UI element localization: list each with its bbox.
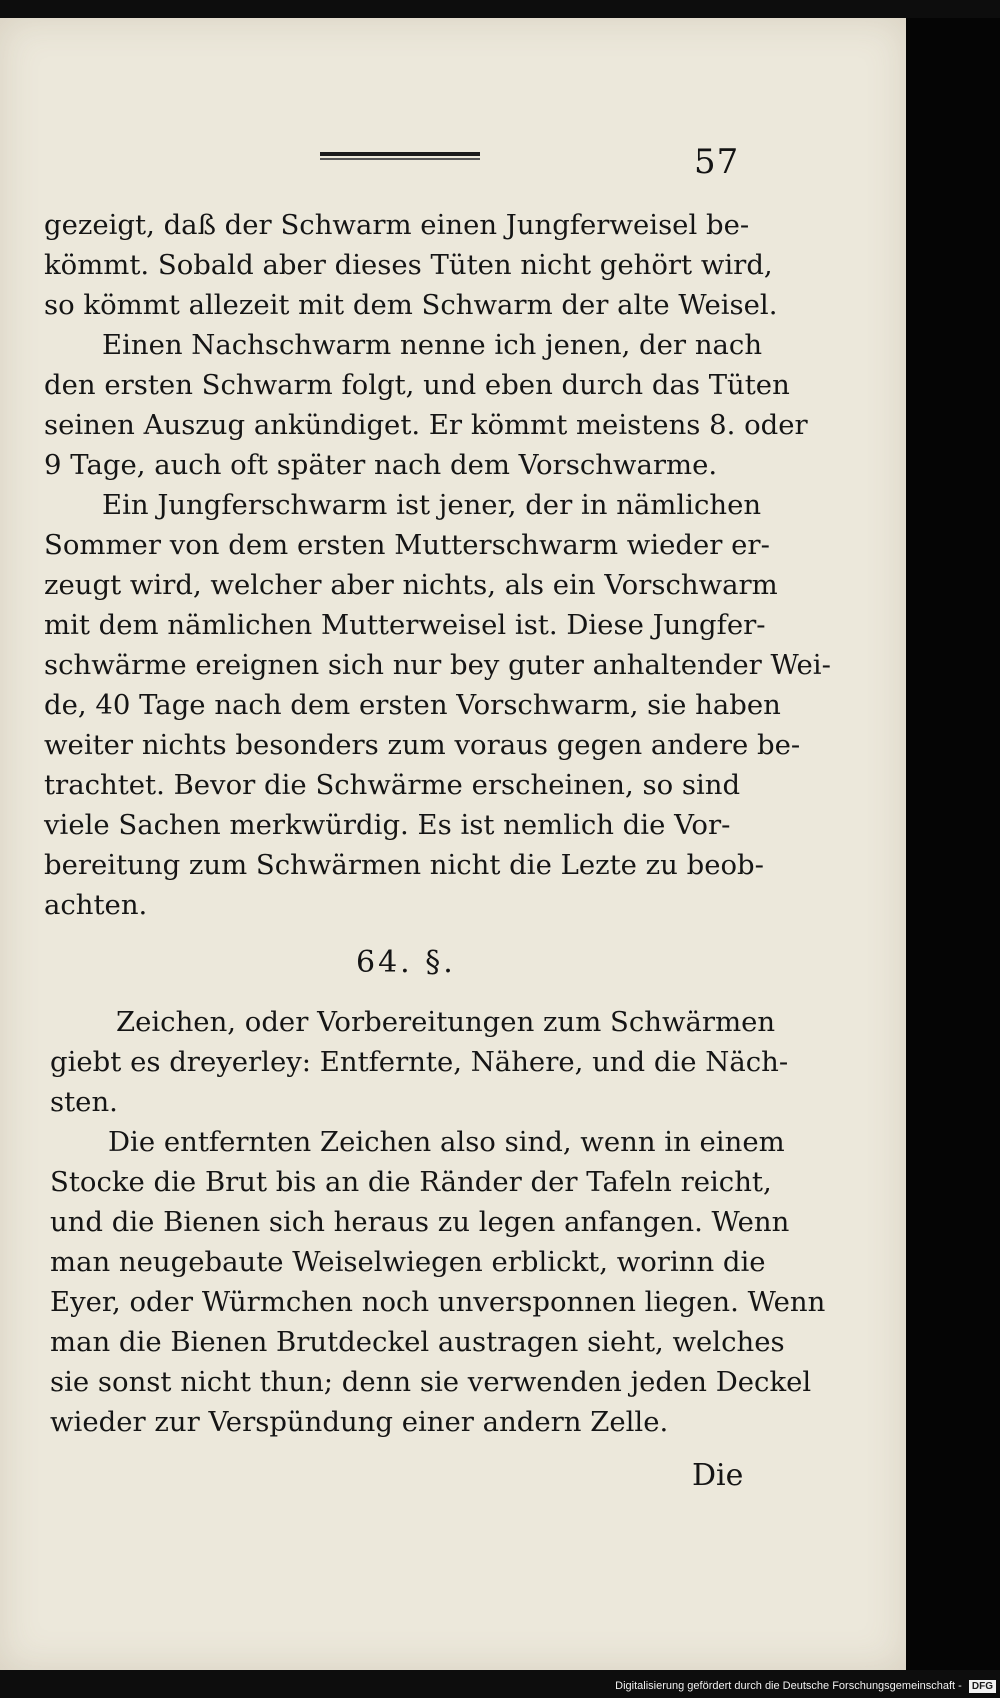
credit-text: Digitalisierung gefördert durch die Deutsche Forschungsgemeinschaft - [615, 1680, 962, 1692]
text-line: bereitung zum Schwärmen nicht die Lezte zu beob- [44, 849, 764, 881]
catchword: Die [692, 1458, 744, 1493]
text-line: viele Sachen merkwürdig. Es ist nemlich die Vor- [44, 809, 731, 841]
text-line: weiter nichts besonders zum voraus gegen andere be- [44, 729, 801, 761]
text-line: mit dem nämlichen Mutterweisel ist. Diese Jungfer- [44, 609, 766, 641]
text-line: kömmt. Sobald aber dieses Tüten nicht gehört wird, [44, 249, 773, 281]
text-line: de, 40 Tage nach dem ersten Vorschwarm, sie haben [44, 689, 781, 721]
text-line: Sommer von dem ersten Mutterschwarm wieder er- [44, 529, 770, 561]
text-line: den ersten Schwarm folgt, und eben durch das Tüten [44, 369, 790, 401]
paragraph-3 [44, 485, 831, 925]
paragraph-2 [44, 325, 808, 485]
paragraph-1 [44, 205, 778, 325]
digitization-credit [615, 1680, 996, 1693]
body-text-bottom [50, 1002, 826, 1442]
paragraph-4 [50, 1002, 789, 1122]
text-line: Die entfernten Zeichen also sind, wenn in einem [108, 1126, 785, 1158]
text-line: gezeigt, daß der Schwarm einen Jungferweisel be- [44, 209, 750, 241]
text-line: man neugebaute Weiselwiegen erblickt, worinn die [50, 1246, 766, 1278]
text-line: wieder zur Verspündung einer andern Zelle. [50, 1406, 669, 1438]
text-line: sie sonst nicht thun; denn sie verwenden jeden Deckel [50, 1366, 812, 1398]
text-line: Eyer, oder Würmchen noch unversponnen liegen. Wenn [50, 1286, 826, 1318]
text-line: Zeichen, oder Vorbereitungen zum Schwärmen [116, 1006, 776, 1038]
text-line: zeugt wird, welcher aber nichts, als ein Vorschwarm [44, 569, 778, 601]
text-line: Ein Jungferschwarm ist jener, der in nämlichen [102, 489, 762, 521]
paragraph-5 [50, 1122, 826, 1442]
section-heading: 64. §. [356, 945, 456, 980]
text-line: giebt es dreyerley: Entfernte, Nähere, und die Näch- [50, 1046, 789, 1078]
text-line: und die Bienen sich heraus zu legen anfangen. Wenn [50, 1206, 790, 1238]
scan-background [906, 18, 1000, 1670]
text-line: 9 Tage, auch oft später nach dem Vorschwarme. [44, 449, 718, 481]
text-line: achten. [44, 889, 148, 921]
header-rule [320, 152, 480, 160]
dfg-logo: DFG [969, 1680, 996, 1693]
body-text-top [44, 205, 831, 925]
text-line: schwärme ereignen sich nur bey guter anhaltender Wei- [44, 649, 831, 681]
text-line: Einen Nachschwarm nenne ich jenen, der nach [102, 329, 763, 361]
text-line: seinen Auszug ankündiget. Er kömmt meistens 8. oder [44, 409, 808, 441]
text-line: Stocke die Brut bis an die Ränder der Tafeln reicht, [50, 1166, 772, 1198]
page-number: 57 [694, 142, 740, 182]
text-line: sten. [50, 1086, 118, 1118]
text-line: man die Bienen Brutdeckel austragen sieht, welches [50, 1326, 785, 1358]
text-line: trachtet. Bevor die Schwärme erscheinen, so sind [44, 769, 741, 801]
text-line: so kömmt allezeit mit dem Schwarm der alte Weisel. [44, 289, 778, 321]
